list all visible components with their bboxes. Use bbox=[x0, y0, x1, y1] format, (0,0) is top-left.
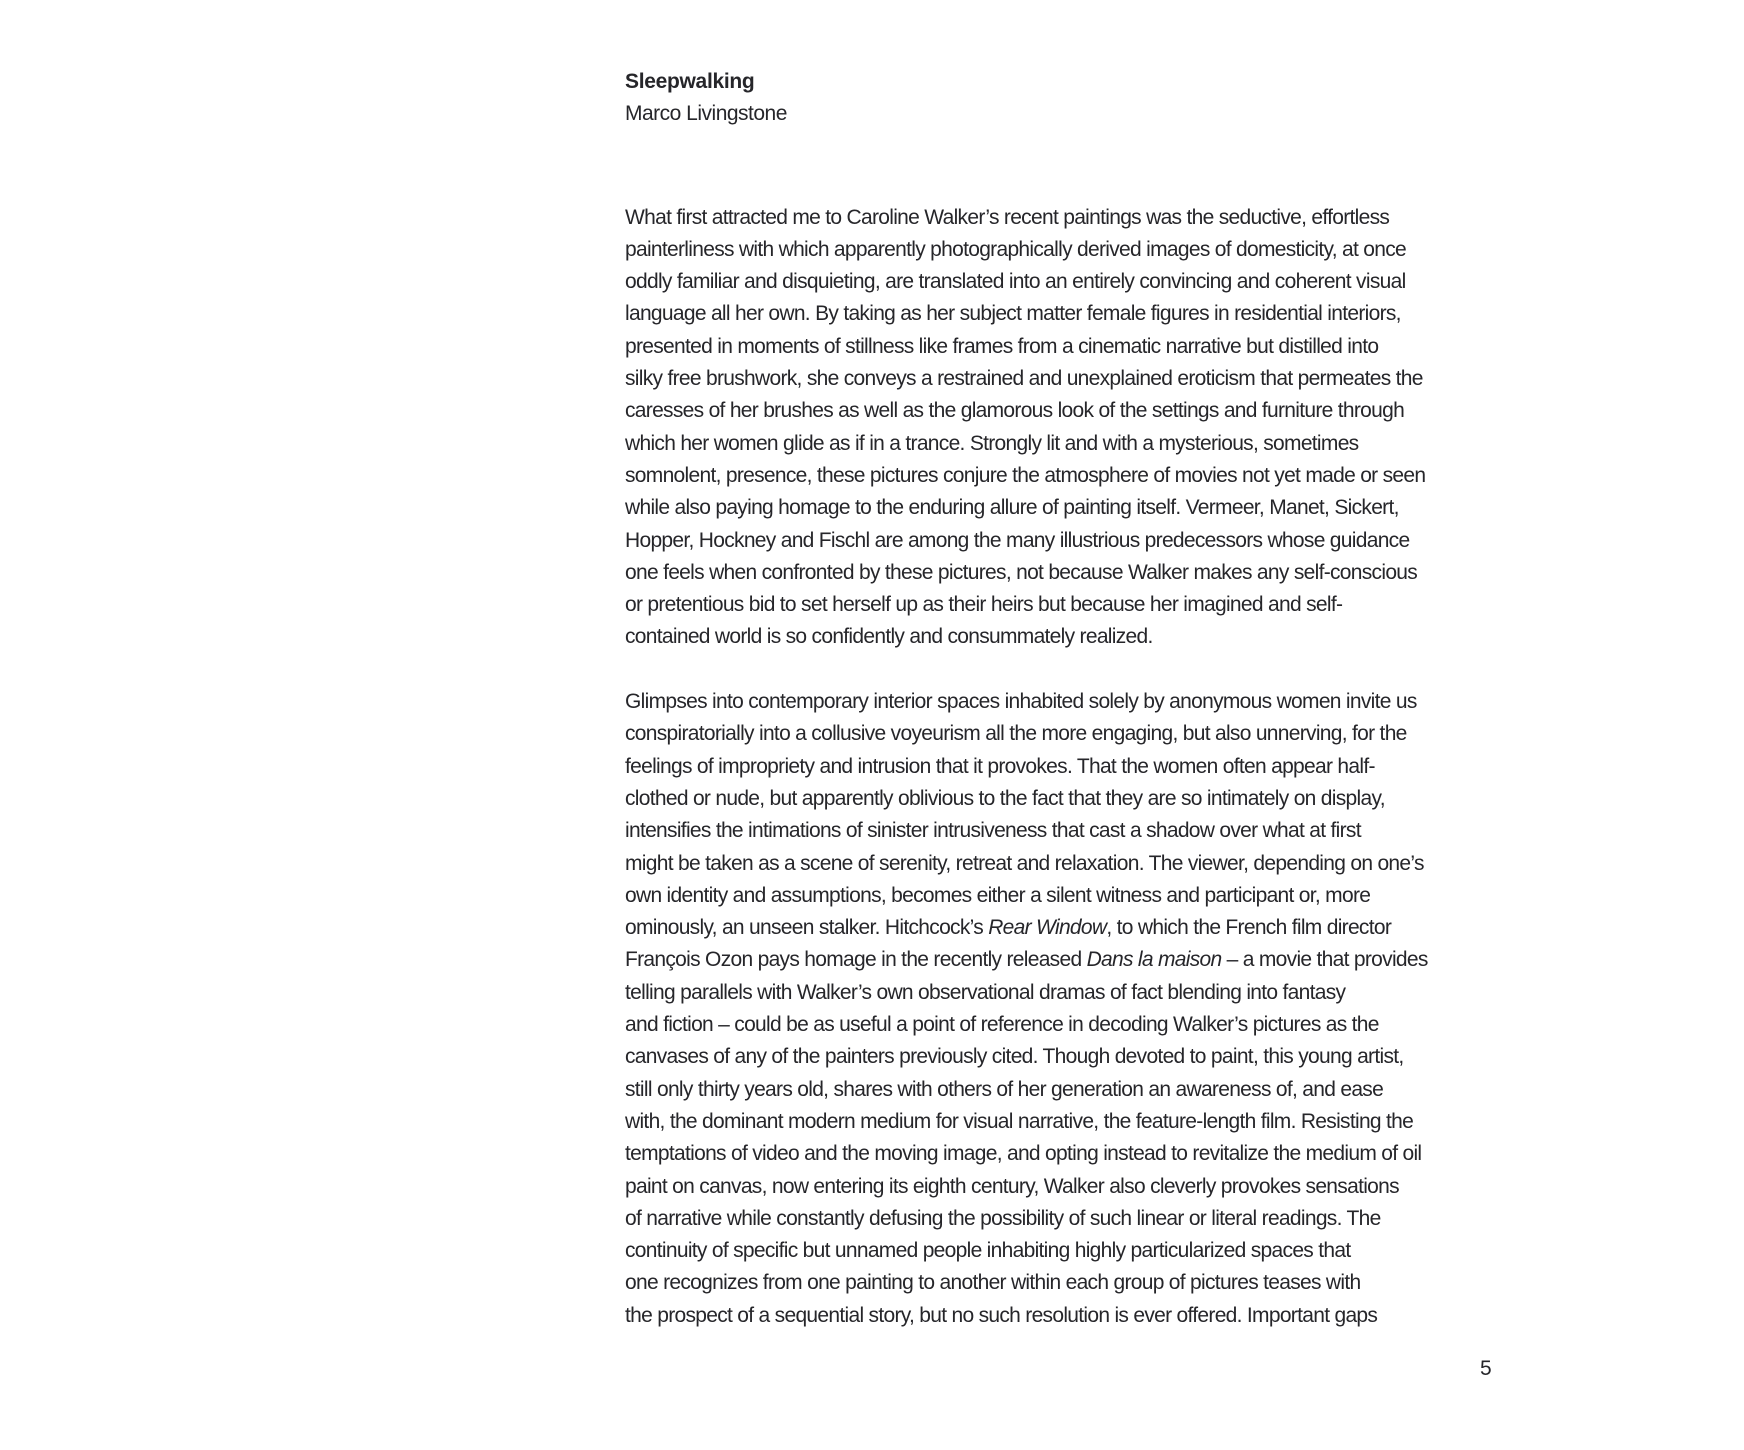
article bbox=[625, 66, 1570, 1332]
text-line: François Ozon pays homage in the recently released Dans la maison – a movie that provides bbox=[625, 948, 1428, 972]
text-line: one feels when confronted by these pictures, not because Walker makes any self-conscious bbox=[625, 560, 1418, 584]
text-line: continuity of specific but unnamed people inhabiting highly particularized spaces that bbox=[625, 1239, 1351, 1263]
text-line: still only thirty years old, shares with others of her generation an awareness of, and ease bbox=[625, 1077, 1384, 1101]
text-line: while also paying homage to the enduring allure of painting itself. Vermeer, Manet, Sickert, bbox=[625, 496, 1399, 520]
text-line: language all her own. By taking as her subject matter female figures in residential interiors, bbox=[625, 302, 1401, 326]
text-line: silky free brushwork, she conveys a restrained and unexplained eroticism that permeates the bbox=[625, 367, 1423, 391]
text-line: or pretentious bid to set herself up as their heirs but because her imagined and self- bbox=[625, 593, 1343, 617]
text-line: temptations of video and the moving image, and opting instead to revitalize the medium of oil bbox=[625, 1142, 1422, 1166]
text-line: feelings of impropriety and intrusion that it provokes. That the women often appear half- bbox=[625, 754, 1375, 778]
text-line: paint on canvas, now entering its eighth century, Walker also cleverly provokes sensations bbox=[625, 1174, 1399, 1198]
text-line: painterliness with which apparently photographically derived images of domesticity, at once bbox=[625, 237, 1407, 261]
text-line: Glimpses into contemporary interior spaces inhabited solely by anonymous women invite us bbox=[625, 690, 1417, 714]
text-line: caresses of her brushes as well as the glamorous look of the settings and furniture through bbox=[625, 399, 1405, 423]
text-line: the prospect of a sequential story, but no such resolution is ever offered. Important gaps bbox=[625, 1303, 1378, 1327]
text-line: conspiratorially into a collusive voyeurism all the more engaging, but also unnerving, for the bbox=[625, 722, 1407, 746]
text-line: one recognizes from one painting to another within each group of pictures teases with bbox=[625, 1271, 1361, 1295]
text-line: intensifies the intimations of sinister intrusiveness that cast a shadow over what at first bbox=[625, 819, 1361, 843]
paragraph-2 bbox=[625, 686, 1570, 1332]
article-author: Marco Livingstone bbox=[625, 102, 787, 126]
text-line: Hopper, Hockney and Fischl are among the many illustrious predecessors whose guidance bbox=[625, 528, 1410, 552]
text-line: own identity and assumptions, becomes either a silent witness and participant or, more bbox=[625, 883, 1371, 907]
text-line: contained world is so confidently and consummately realized. bbox=[625, 625, 1153, 649]
article-title: Sleepwalking bbox=[625, 70, 755, 93]
page-number: 5 bbox=[1480, 1357, 1492, 1380]
text-line: with, the dominant modern medium for visual narrative, the feature-length film. Resisting the bbox=[625, 1109, 1414, 1133]
text-line: might be taken as a scene of serenity, retreat and relaxation. The viewer, depending on one’s bbox=[625, 851, 1424, 875]
paragraph-1 bbox=[625, 202, 1570, 654]
text-line: somnolent, presence, these pictures conjure the atmosphere of movies not yet made or seen bbox=[625, 463, 1426, 487]
text-line: canvases of any of the painters previously cited. Though devoted to paint, this young artist, bbox=[625, 1045, 1404, 1069]
text-line: which her women glide as if in a trance. Strongly lit and with a mysterious, sometimes bbox=[625, 431, 1359, 455]
text-line: and fiction – could be as useful a point of reference in decoding Walker’s pictures as the bbox=[625, 1013, 1379, 1037]
text-line: What first attracted me to Caroline Walker’s recent paintings was the seductive, effortless bbox=[625, 205, 1390, 229]
text-line: presented in moments of stillness like frames from a cinematic narrative but distilled into bbox=[625, 334, 1379, 358]
text-line: clothed or nude, but apparently oblivious to the fact that they are so intimately on display, bbox=[625, 786, 1385, 810]
text-line: ominously, an unseen stalker. Hitchcock’s Rear Window, to which the French film director bbox=[625, 916, 1392, 940]
text-line: telling parallels with Walker’s own observational dramas of fact blending into fantasy bbox=[625, 980, 1346, 1004]
text-line: of narrative while constantly defusing the possibility of such linear or literal readings. The bbox=[625, 1206, 1381, 1230]
text-line: oddly familiar and disquieting, are translated into an entirely convincing and coherent visual bbox=[625, 270, 1406, 294]
